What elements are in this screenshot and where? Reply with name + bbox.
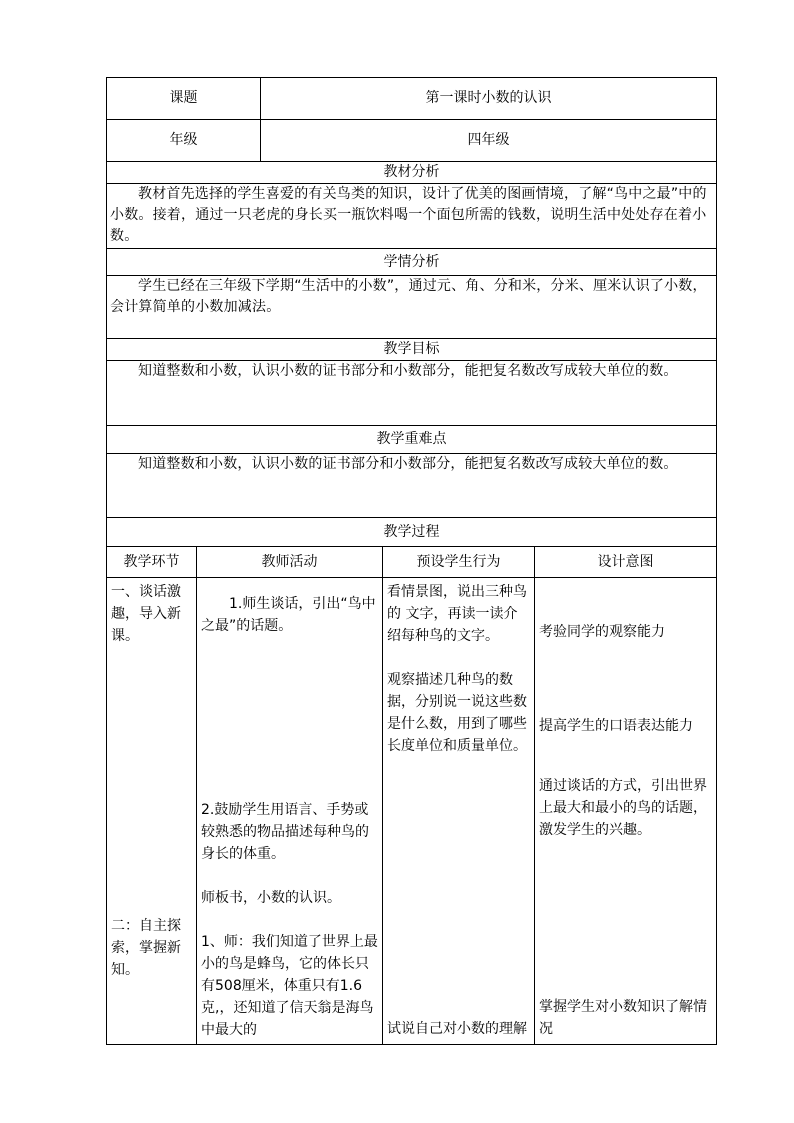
student-behavior-1: 看情景图，说出三种鸟的 文字，再读一读介绍每种鸟的文字。: [387, 584, 527, 644]
design-intent-3: 通过谈话的方式，引出世界上最大和最小的鸟的话题，激发学生的兴趣。: [539, 778, 707, 838]
student-behavior-2: 观察描述几种鸟的数据，分别说一说这些数是什么数，用到了哪些长度单位和质量单位。: [387, 672, 527, 754]
design-intent-cell: [535, 578, 717, 1045]
key-points-text: 知道整数和小数，认识小数的证书部分和小数部分，能把复名数改写成较大单位的数。: [107, 454, 717, 518]
topic-label: 课题: [107, 78, 261, 120]
header-teacher-activity: 教师活动: [197, 547, 383, 578]
stage-2: 二：自主探索，掌握新知。: [111, 918, 181, 978]
teacher-activity-4: 1、师：我们知道了世界上最小的鸟是蜂鸟，它的体长只有508厘米，体重只有1.6克,，还知道了信天翁是海鸟中最大的: [201, 934, 378, 1038]
teacher-activity-2: 2.鼓励学生用语言、手势或较熟悉的物品描述每种鸟的身长的体重。: [201, 802, 369, 862]
lesson-plan-table: [106, 77, 717, 1045]
material-analysis-text: 教材首先选择的学生喜爱的有关鸟类的知识，设计了优美的图画情境，了解“鸟中之最”中的小数。接着，通过一只老虎的身长买一瓶饮料喝一个面包所需的钱数，说明生活中处处存在着小数。: [107, 184, 717, 249]
design-intent-1: 考验同学的观察能力: [539, 624, 665, 640]
key-points-title: 教学重难点: [107, 426, 717, 454]
student-behavior-3: 试说自己对小数的理解: [387, 1021, 527, 1037]
student-behavior-cell: [383, 578, 535, 1045]
stage-cell: [107, 578, 197, 1045]
teaching-goal-title: 教学目标: [107, 339, 717, 361]
stage-1: 一、谈话激趣，导入新课。: [111, 584, 181, 644]
grade-value: 四年级: [261, 120, 717, 162]
design-intent-4: 掌握学生对小数知识了解情况: [539, 999, 707, 1037]
student-analysis-text: 学生已经在三年级下学期“生活中的小数”，通过元、角、分和米，分米、厘米认识了小数，会计算简单的小数加减法。: [107, 276, 717, 339]
header-student-behavior: 预设学生行为: [383, 547, 535, 578]
teaching-goal-text: 知道整数和小数，认识小数的证书部分和小数部分，能把复名数改写成较大单位的数。: [107, 361, 717, 426]
teaching-process-title: 教学过程: [107, 518, 717, 547]
process-header-row: [107, 547, 717, 578]
student-analysis-title: 学情分析: [107, 249, 717, 276]
process-body-row: [107, 578, 717, 1045]
teacher-activity-1: 1.师生谈话，引出“鸟中之最”的话题。: [201, 596, 376, 634]
teacher-activity-3: 师板书，小数的认识。: [201, 890, 341, 906]
grade-label: 年级: [107, 120, 261, 162]
lesson-plan-page: [106, 77, 716, 1045]
header-design-intent: 设计意图: [535, 547, 717, 578]
topic-row: [107, 78, 717, 120]
grade-row: [107, 120, 717, 162]
design-intent-2: 提高学生的口语表达能力: [539, 718, 693, 734]
material-analysis-title: 教材分析: [107, 162, 717, 184]
teacher-activity-cell: [197, 578, 383, 1045]
header-stage: 教学环节: [107, 547, 197, 578]
topic-value: 第一课时小数的认识: [261, 78, 717, 120]
